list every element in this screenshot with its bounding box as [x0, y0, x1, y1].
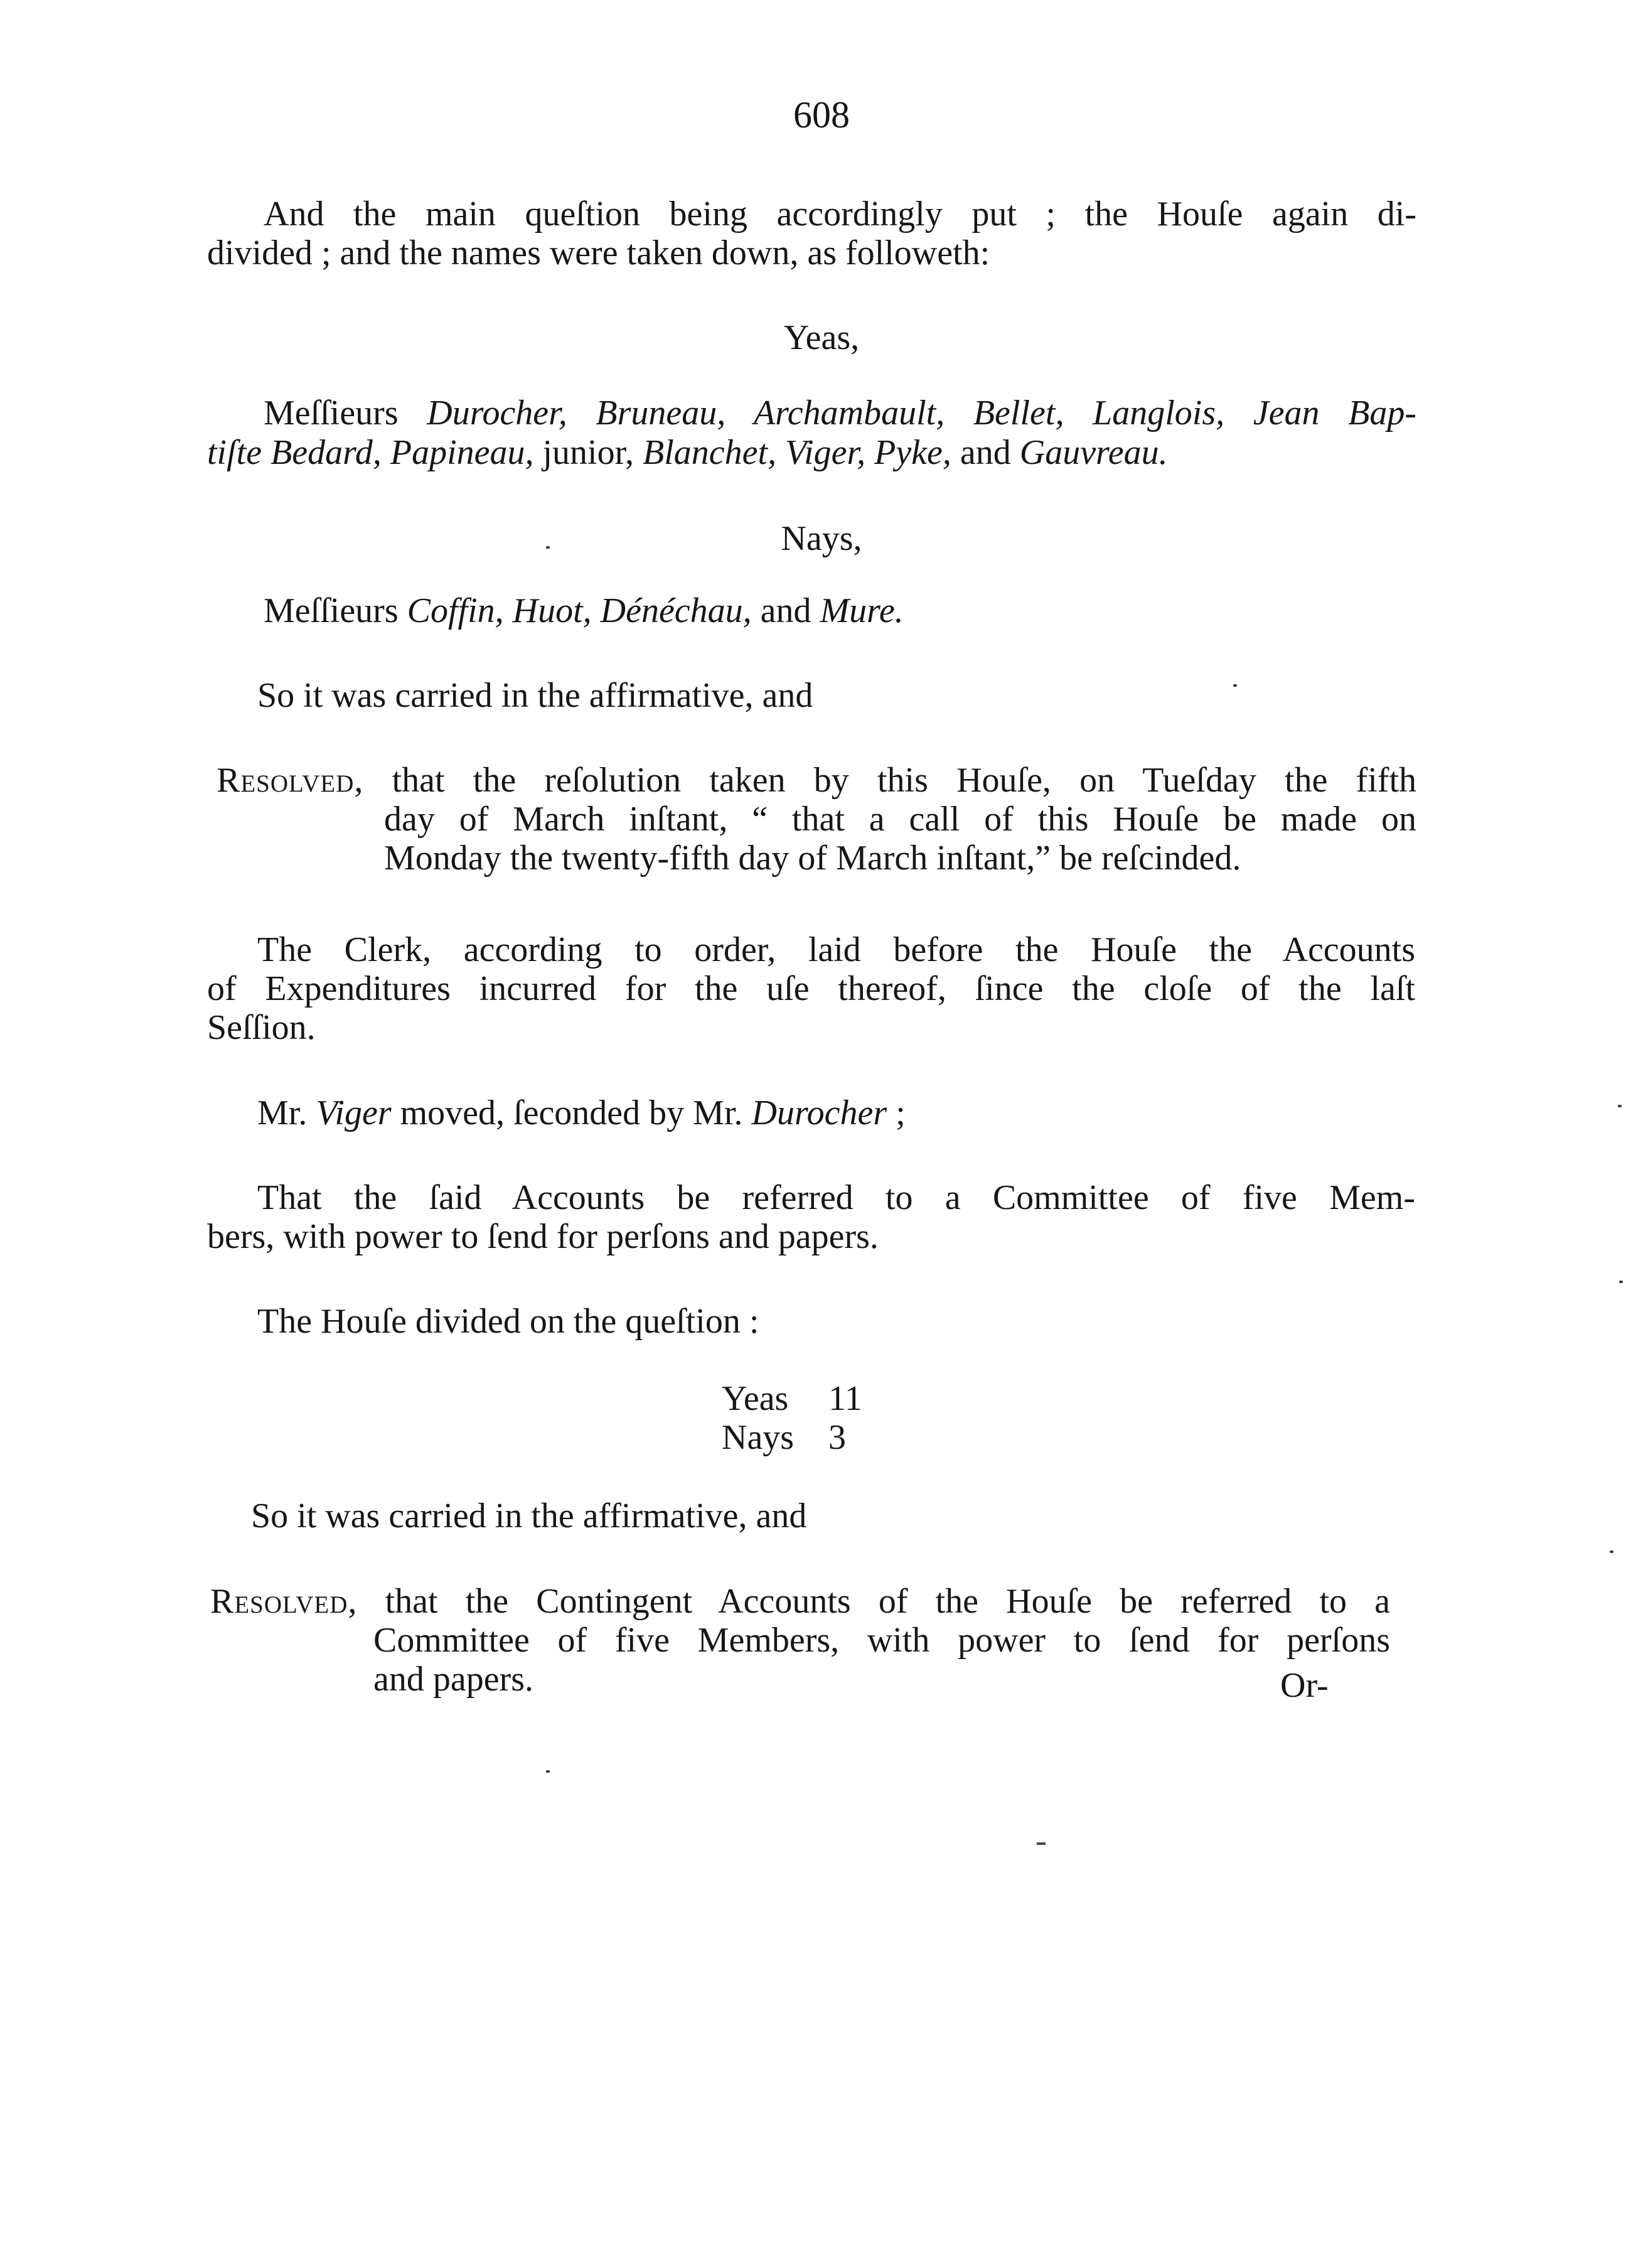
- yeas-names-italic-1: Durocher, Bruneau, Archambault, Bellet, Langlois, Jean Bap-: [427, 394, 1416, 433]
- motion-text-1: Mr.: [257, 1094, 316, 1132]
- carried-affirmative-1: So it was carried in the affirmative, and: [257, 676, 813, 715]
- yeas-names-line2: [207, 432, 1168, 473]
- division-yeas-label: Yeas: [722, 1379, 789, 1418]
- nays-names-prefix: Meſſieurs: [264, 591, 407, 630]
- page-number: 608: [793, 94, 850, 136]
- resolved-1-line2: day of March inſtant, “ that a call of this Houſe be made on: [384, 800, 1416, 839]
- division-intro: The Houſe divided on the queſtion :: [257, 1302, 759, 1341]
- resolved-1-line1: [217, 760, 1416, 801]
- print-speck: [546, 546, 550, 549]
- paragraph-main-question-line1: And the main queſtion being accordingly put ; the Houſe again di-: [264, 195, 1416, 234]
- yeas-names-italic-4: Gauvreau.: [1019, 433, 1168, 472]
- motion-line: [257, 1092, 906, 1134]
- paragraph-main-question-line2: divided ; and the names were taken down, as followeth:: [207, 234, 990, 272]
- division-nays-count: 3: [828, 1418, 846, 1457]
- print-speck: [1618, 1105, 1622, 1107]
- yeas-names-prefix: Meſſieurs: [264, 394, 427, 433]
- print-speck: [1233, 684, 1237, 687]
- motion-seconder: Durocher: [751, 1094, 887, 1132]
- motion-mover: Viger: [316, 1094, 392, 1132]
- nays-heading: Nays,: [781, 519, 862, 558]
- motion-text-2: moved, ſeconded by Mr.: [391, 1094, 752, 1132]
- paragraph-clerk-line3: Seſſion.: [207, 1008, 316, 1047]
- yeas-names-italic-2: tiſte Bedard, Papineau,: [207, 433, 534, 472]
- paragraph-clerk-line2: of Expenditures incurred for the uſe thereof, ſince the cloſe of the laſt: [207, 969, 1415, 1008]
- yeas-names-text-3: and: [951, 433, 1020, 472]
- print-speck: [1610, 1551, 1614, 1553]
- nays-names-italic-2: Mure.: [820, 591, 904, 630]
- print-speck: [1619, 1281, 1623, 1283]
- resolved-2-label: Resolved,: [210, 1582, 358, 1621]
- paragraph-accounts-line1: That the ſaid Accounts be referred to a Committee of five Mem-: [257, 1178, 1415, 1217]
- yeas-names-text-2: junior,: [533, 433, 643, 472]
- print-speck: [546, 1770, 550, 1773]
- paragraph-clerk-line1: The Clerk, according to order, laid before the Houſe the Accounts: [257, 930, 1415, 969]
- resolved-1-label: Resolved,: [217, 761, 364, 800]
- nays-names-text: and: [751, 591, 820, 630]
- motion-text-3: ;: [887, 1094, 906, 1132]
- resolved-1-text: that the reſolution taken by this Houſe, on Tueſday the fifth: [363, 761, 1416, 800]
- resolved-2-line1: [210, 1581, 1390, 1622]
- resolved-2-line3: and papers.: [373, 1660, 534, 1699]
- yeas-names-italic-3: Blanchet, Viger, Pyke,: [643, 433, 951, 472]
- nays-names-italic-1: Coffin, Huot, Dénéchau,: [407, 591, 752, 630]
- yeas-names-line1: [264, 392, 1416, 434]
- resolved-1-line3: Monday the twenty-fifth day of March inſtant,” be reſcinded.: [384, 839, 1241, 878]
- division-yeas-count: 11: [828, 1379, 862, 1418]
- yeas-heading: Yeas,: [783, 318, 860, 357]
- catchword: Or-: [1280, 1666, 1329, 1705]
- division-nays-label: Nays: [722, 1418, 795, 1457]
- print-dash: [1037, 1842, 1046, 1845]
- nays-names: [264, 590, 904, 631]
- resolved-2-line2: Committee of five Members, with power to ſend for perſons: [373, 1621, 1390, 1660]
- resolved-2-text: that the Contingent Accounts of the Houſe be referred to a: [357, 1582, 1390, 1621]
- carried-affirmative-2: So it was carried in the affirmative, and: [251, 1497, 807, 1535]
- paragraph-accounts-line2: bers, with power to ſend for perſons and papers.: [207, 1217, 879, 1256]
